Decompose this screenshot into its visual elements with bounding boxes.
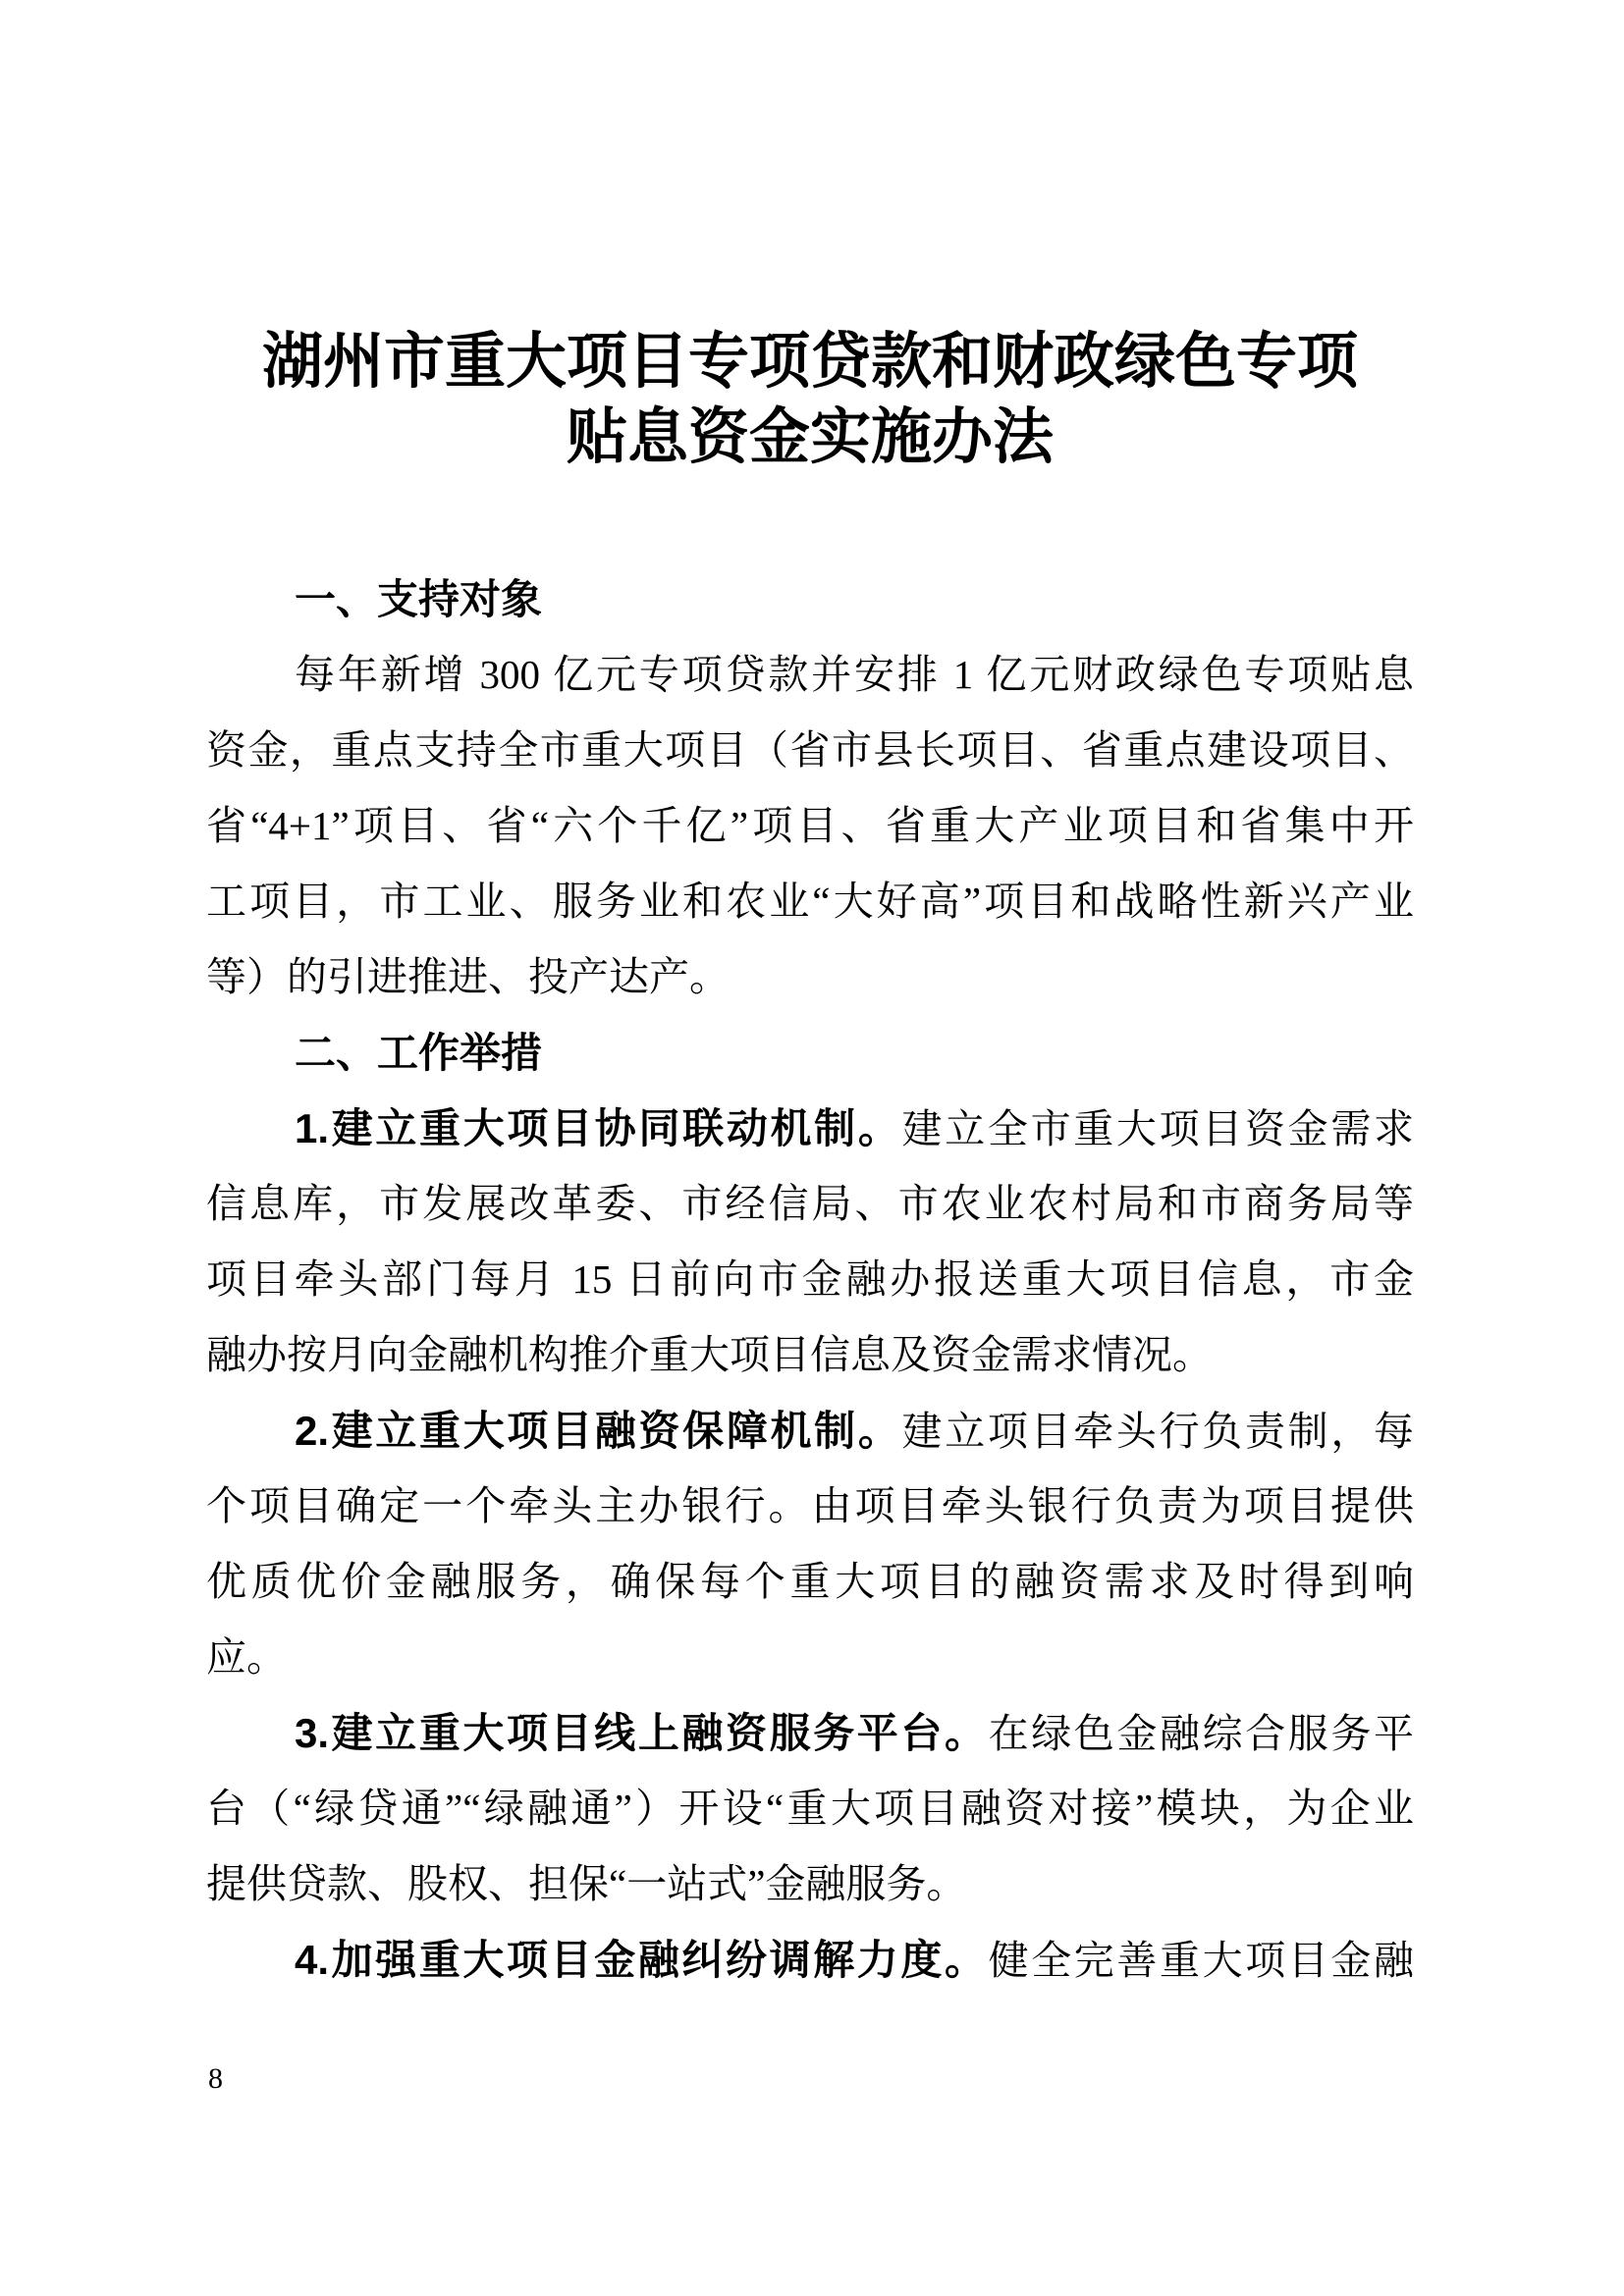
- paragraph-line: [206, 864, 1414, 939]
- body-text: 资金，重点支持全市重大项目（省市县长项目、省重点建设项目、: [206, 727, 1414, 773]
- paragraph-line: [206, 1771, 1414, 1846]
- section-heading: 二、工作举措: [295, 1030, 543, 1076]
- item-lead-text: 2.建立重大项目融资保障机制。: [295, 1408, 902, 1454]
- paragraph-line: [206, 1468, 1414, 1544]
- paragraph-line: [206, 939, 1414, 1015]
- item-lead-text: 4.加强重大项目金融纠纷调解力度。: [295, 1937, 989, 1983]
- title-line-1: 湖州市重大项目专项贷款和财政绿色专项: [261, 329, 1358, 396]
- body-text: 提供贷款、股权、担保“一站式”金融服务。: [206, 1861, 967, 1906]
- body-text: 健全完善重大项目金融: [988, 1938, 1414, 1983]
- paragraph-line: [206, 1091, 1414, 1166]
- body-text: 建立项目牵头行负责制，每: [901, 1409, 1414, 1454]
- paragraph-line: [206, 713, 1414, 788]
- body-text: 信息库，市发展改革委、市经信局、市农业农村局和市商务局等: [206, 1181, 1414, 1226]
- paragraph-line: [206, 1544, 1414, 1620]
- body-text: 应。: [206, 1634, 287, 1680]
- paragraph-line: [206, 1620, 1414, 1695]
- paragraph-line: [206, 1166, 1414, 1242]
- paragraph-line: [206, 1393, 1414, 1468]
- paragraph-line: [206, 1242, 1414, 1317]
- body-text: 融办按月向金融机构推介重大项目信息及资金需求情况。: [206, 1332, 1213, 1377]
- paragraph-line: [206, 1922, 1414, 1998]
- title-line-2: 贴息资金实施办法: [566, 404, 1054, 471]
- body-text: 建立全市重大项目资金需求: [901, 1106, 1414, 1151]
- body-text: 每年新增 300 亿元专项贷款并安排 1 亿元财政绿色专项贴息: [295, 652, 1414, 697]
- paragraph-line: [206, 1695, 1414, 1771]
- document-body: [206, 561, 1414, 1998]
- paragraph-line: [206, 1846, 1414, 1922]
- body-text: 等）的引进推进、投产达产。: [206, 954, 730, 999]
- page-number: 8: [208, 2062, 223, 2095]
- section-heading: 一、支持对象: [295, 576, 543, 622]
- body-text: 台（“绿贷通”“绿融通”）开设“重大项目融资对接”模块，为企业: [206, 1786, 1414, 1831]
- body-text: 优质优价金融服务，确保每个重大项目的融资需求及时得到响: [206, 1559, 1414, 1604]
- body-text: 项目牵头部门每月 15 日前向市金融办报送重大项目信息，市金: [206, 1256, 1414, 1302]
- body-text: 省“4+1”项目、省“六个千亿”项目、省重大产业项目和省集中开: [206, 803, 1414, 848]
- body-text: 在绿色金融综合服务平: [988, 1711, 1414, 1756]
- item-lead-text: 1.建立重大项目协同联动机制。: [295, 1105, 902, 1151]
- document-title: [206, 325, 1414, 476]
- paragraph-line: [206, 788, 1414, 864]
- body-text: 工项目，市工业、服务业和农业“大好高”项目和战略性新兴产业: [206, 879, 1414, 924]
- paragraph-line: [206, 1317, 1414, 1393]
- item-lead-text: 3.建立重大项目线上融资服务平台。: [295, 1710, 989, 1756]
- paragraph-line: [206, 637, 1414, 713]
- body-text: 个项目确定一个牵头主办银行。由项目牵头银行负责为项目提供: [206, 1483, 1414, 1528]
